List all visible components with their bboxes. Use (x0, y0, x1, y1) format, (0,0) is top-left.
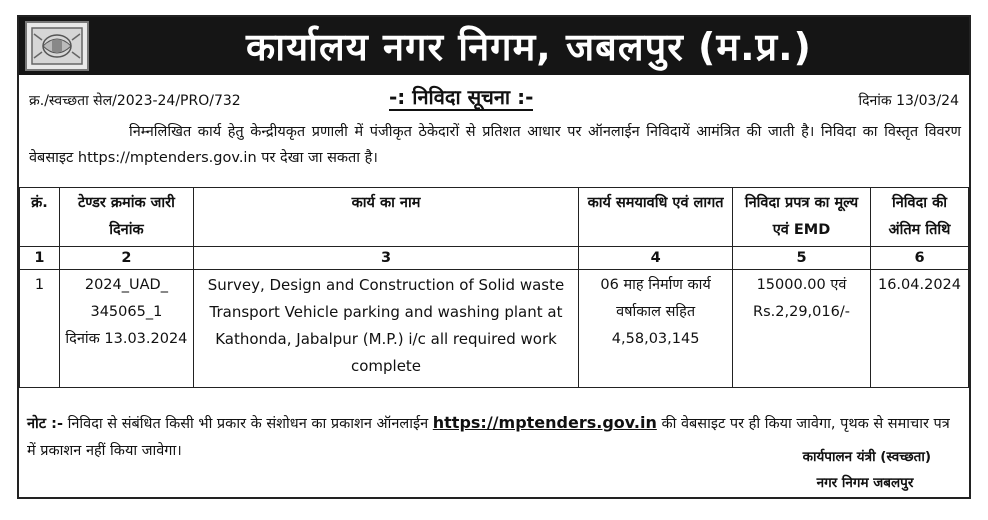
notice-heading: -: निविदा सूचना :- (389, 85, 534, 109)
signatory-title: कार्यपालन यंत्री (स्वच्छता) (802, 449, 931, 465)
tender-website-link[interactable]: https://mptenders.gov.in (432, 413, 657, 432)
row-fee-emd-cell (733, 270, 871, 388)
table-header-row (20, 188, 969, 247)
note-label: नोट :- (27, 416, 63, 432)
reference-number: क्र./स्वच्छता सेल/2023-24/PRO/732 (29, 93, 241, 109)
municipal-emblem-icon (25, 21, 89, 71)
column-number: 5 (733, 247, 871, 270)
table-row (20, 270, 969, 388)
row-tender-cell (59, 270, 193, 388)
note-text-after: की वेबसाइट पर ही किया जावेगा, पृथक से समाचार पत्र में प्रकाशन नहीं किया जावेगा। (27, 416, 950, 459)
row-sno: 1 (20, 270, 60, 388)
emblem-graphic (30, 26, 84, 66)
col-header-last-date: निविदा की अंतिम तिथि (870, 188, 968, 247)
form-fee: 15000.00 एवं (756, 277, 847, 293)
note-text-before: निविदा से संबंधित किसी भी प्रकार के संशोधन का प्रकाशन ऑनलाईन (62, 416, 433, 432)
header-banner (19, 17, 969, 75)
column-number-row (20, 247, 969, 270)
work-cost: 4,58,03,145 (611, 331, 700, 347)
column-number: 3 (193, 247, 578, 270)
office-title: कार्यालय नगर निगम, जबलपुर (म.प्र.) (246, 25, 812, 69)
row-work-name: Survey, Design and Construction of Solid waste Transport Vehicle parking and washing plant at Kathonda, Jabalpur (M.P.) i/c all required work complete (193, 270, 578, 388)
tender-notice (17, 15, 971, 499)
notice-date: दिनांक 13/03/24 (858, 93, 959, 109)
col-header-fee-emd: निविदा प्रपत्र का मूल्य एवं EMD (733, 188, 871, 247)
row-duration-cost-cell (579, 270, 733, 388)
column-number: 1 (20, 247, 60, 270)
column-number: 4 (579, 247, 733, 270)
tender-number: 2024_UAD_ 345065_1 (84, 277, 168, 320)
emd-amount: Rs.2,29,016/- (753, 304, 850, 320)
tender-date: दिनांक 13.03.2024 (65, 331, 188, 347)
col-header-duration-cost: कार्य समयावधि एवं लागत (579, 188, 733, 247)
intro-paragraph: निम्नलिखित कार्य हेतु केन्द्रीयकृत प्रणाली में पंजीकृत ठेकेदारों से प्रतिशत आधार पर ऑनलाईन निविदायें आमंत्रित की जाती है। निविदा का विस्तृत विवरण वेबसाइट https://mptenders.gov.in पर देखा जा सकता है। (29, 124, 961, 166)
row-last-date: 16.04.2024 (870, 270, 968, 388)
notice-header-row (29, 85, 959, 111)
col-header-tender-no: टेण्डर क्रमांक जारी दिनांक (59, 188, 193, 247)
column-number: 2 (59, 247, 193, 270)
signatory-office: नगर निगम जबलपुर (816, 475, 914, 491)
work-duration: 06 माह निर्माण कार्य वर्षाकाल सहित (600, 277, 711, 320)
column-number: 6 (870, 247, 968, 270)
col-header-sno: क्रं. (20, 188, 60, 247)
tender-table (19, 187, 969, 388)
signature-block (803, 444, 931, 496)
col-header-work-name: कार्य का नाम (193, 188, 578, 247)
